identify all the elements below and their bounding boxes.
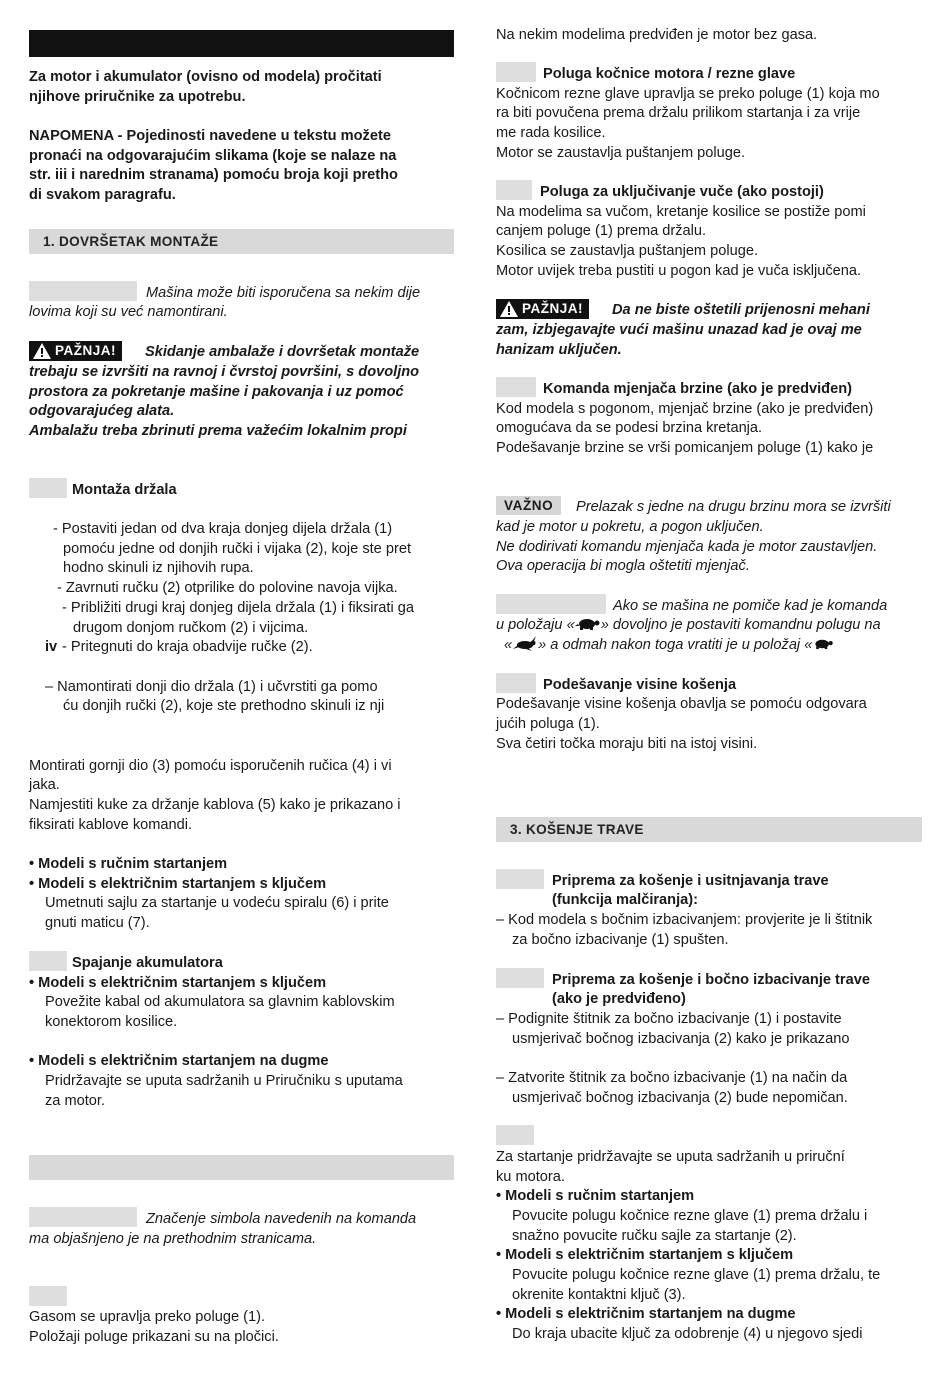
text-line: Na modelima sa vučom, kretanje kosilice se postiže pomi (496, 204, 866, 220)
turtle-icon (575, 617, 601, 631)
text-line: Mašina može biti isporučena sa nekim dije (146, 285, 421, 301)
text-line: NAPOMENA - Pojedinosti navedene u tekstu možete (29, 128, 391, 144)
text-line: jaka. (29, 777, 60, 793)
text-line: Gasom se upravlja preko poluge (1). (29, 1309, 266, 1325)
important-badge: VAŽNO (496, 496, 561, 515)
text-line: odgovarajućeg alata. (29, 403, 175, 419)
subsection-title: (ako je predviđeno) (552, 991, 686, 1007)
text-line: Sva četiri točka moraju biti na istoj visini. (496, 736, 758, 752)
placeholder-box (496, 869, 544, 889)
text-line: Ambalažu treba zbrinuti prema važećim lokalnim propi (29, 423, 407, 439)
text-line: Za motor i akumulator (ovisno od modela) pročitati (29, 69, 382, 85)
text-line: ću donjih ručki (2), koje ste prethodno skinuli iz nji (63, 698, 385, 714)
placeholder-box (29, 951, 67, 971)
text-line: Motor uvijek treba pustiti u pogon kad je vuča isključena. (496, 263, 862, 279)
warning-badge (496, 299, 589, 319)
text-fragment: « (504, 637, 513, 653)
text-line: usmjerivač bočnog izbacivanja (2) kako je prikazano (512, 1031, 850, 1047)
text-line: - Postaviti jedan od dva kraja donjeg dijela držala (1) (53, 521, 393, 537)
text-line: Umetnuti sajlu za startanje u vodeću spiralu (6) i prite (45, 895, 389, 911)
text-line: Kod modela s pogonom, mjenjač brzine (ako je predviđen) (496, 401, 874, 417)
placeholder-box (29, 281, 137, 301)
text-line: Da ne biste oštetili prijenosni mehani (612, 302, 870, 318)
placeholder-box (29, 1286, 67, 1306)
bullet-item: • Modeli s ručnim startanjem (29, 856, 228, 872)
text-line: snažno povucite ručku sajle za startanje (2). (512, 1228, 797, 1244)
placeholder-box (29, 478, 67, 498)
text-line: Na nekim modelima predviđen je motor bez gasa. (496, 27, 818, 43)
text-line: pomoću jedne od donjih ručki i vijaka (2), koje ste pret (63, 541, 411, 557)
step-label: iv (45, 639, 58, 655)
text-line: - Zavrnuti ručku (2) otprilike do polovine navoja vijka. (57, 580, 398, 596)
text-line: njihove priručnike za upotrebu. (29, 89, 246, 105)
bullet-item: • Modeli s električnim startanjem na dugme (496, 1306, 796, 1322)
warning-triangle-icon (33, 343, 51, 359)
warning-triangle-icon (500, 301, 518, 317)
text-line: okrenite kontaktni ključ (3). (512, 1287, 686, 1303)
bullet-item: • Modeli s električnim startanjem s ključem (29, 876, 327, 892)
text-line: – Podignite štitnik za bočno izbacivanje (1) i postavite (496, 1011, 842, 1027)
text-line: ra biti povučena prema držalu prilikom startanja i za vrije (496, 105, 861, 121)
text-line: – Zatvorite štitnik za bočno izbacivanje (1) na način da (496, 1070, 848, 1086)
hare-icon (512, 636, 538, 652)
text-line: prostora za pokretanje mašine i pakovanja i uz pomoć (29, 384, 404, 400)
placeholder-box (496, 1125, 534, 1145)
text-line: Kočnicom rezne glave upravlja se preko poluge (1) koja mo (496, 86, 880, 102)
placeholder-box (29, 1207, 137, 1227)
turtle-icon (812, 637, 834, 651)
text-line: Povežite kabal od akumulatora sa glavnim kablovskim (45, 994, 395, 1010)
text-line: canjem poluge (1) prema držalu. (496, 223, 707, 239)
text-line: Ne dodirivati komandu mjenjača kada je motor zaustavljen. (496, 539, 878, 555)
text-line: Prelazak s jedne na drugu brzinu mora se izvršiti (576, 499, 891, 515)
text-line: – Kod modela s bočnim izbacivanjem: provjerite je li štitnik (496, 912, 873, 928)
text-line: kad je motor u pokretu, a pogon uključen. (496, 519, 764, 535)
text-line: – Namontirati donji dio držala (1) i učvrstiti ga pomo (45, 679, 378, 695)
subsection-title: Spajanje akumulatora (72, 955, 223, 971)
text-line: Do kraja ubacite ključ za odobrenje (4) u njegovo sjedi (512, 1326, 863, 1342)
subsection-title: Poluga kočnice motora / rezne glave (543, 66, 796, 82)
warning-label: PAŽNJA! (55, 343, 117, 358)
warning-badge (29, 341, 122, 361)
placeholder-box (496, 377, 536, 397)
text-line: Položaji poluge prikazani su na pločici. (29, 1329, 279, 1345)
header-black-bar (29, 30, 454, 57)
text-line: Povucite polugu kočnice rezne glave (1) prema držalu, te (512, 1267, 881, 1283)
subsection-title: Montaža držala (72, 482, 177, 498)
text-line: lovima koji su već namontirani. (29, 304, 228, 320)
text-line: ma objašnjeno je na prethodnim stranicama. (29, 1231, 317, 1247)
text-line: fiksirati kablove komandi. (29, 817, 193, 833)
placeholder-box (496, 180, 532, 200)
section-2-bar (29, 1155, 454, 1180)
subsection-title: (funkcija malčiranja): (552, 892, 698, 908)
text-line: Podešavanje brzine se vrši pomicanjem poluge (1) kako je (496, 440, 874, 456)
text-line: Montirati gornji dio (3) pomoću isporučenih ručica (4) i vi (29, 758, 392, 774)
subsection-title: Komanda mjenjača brzine (ako je predviđen) (543, 381, 852, 397)
text-line: trebaju se izvršiti na ravnoj i čvrstoj površini, s dovoljno (29, 364, 420, 380)
placeholder-box (496, 968, 544, 988)
text-line: Namjestiti kuke za držanje kablova (5) kako je prikazano i (29, 797, 401, 813)
bullet-item: • Modeli s električnim startanjem s ključem (29, 975, 327, 991)
text-line: - Pritegnuti do kraja obadvije ručke (2). (62, 639, 313, 655)
placeholder-box (496, 594, 606, 614)
text-line: Skidanje ambalaže i dovršetak montaže (145, 344, 420, 360)
warning-label: PAŽNJA! (522, 301, 584, 316)
text-line: zam, izbjegavajte vući mašinu unazad kad je ovaj me (496, 322, 862, 338)
text-line (496, 616, 881, 635)
text-line: ku motora. (496, 1169, 565, 1185)
subsection-title: Poluga za uključivanje vuče (ako postoji) (540, 184, 824, 200)
text-line: Povucite polugu kočnice rezne glave (1) prema držalu i (512, 1208, 868, 1224)
text-line: za motor. (45, 1093, 106, 1109)
bullet-item: • Modeli s ručnim startanjem (496, 1188, 695, 1204)
text-line: Značenje simbola navedenih na komanda (146, 1211, 417, 1227)
text-line: gnuti maticu (7). (45, 915, 150, 931)
text-fragment: » a odmah nakon toga vratiti je u položaj « (538, 637, 813, 653)
text-line: Ako se mašina ne pomiče kad je komanda (613, 598, 888, 614)
bullet-item: • Modeli s električnim startanjem s ključem (496, 1247, 794, 1263)
subsection-title: Priprema za košenje i bočno izbacivanje trave (552, 972, 870, 988)
text-line: - Približiti drugi kraj donjeg dijela držala (1) i fiksirati ga (62, 600, 415, 616)
text-line: pronaći na odgovarajućim slikama (koje se nalaze na (29, 148, 397, 164)
text-line: drugom donjom ručkom (2) i vijcima. (73, 620, 309, 636)
subsection-title: Podešavanje visine košenja (543, 677, 737, 693)
text-line: za bočno izbacivanje (1) spušten. (512, 932, 729, 948)
text-line: Ova operacija bi mogla oštetiti mjenjač. (496, 558, 750, 574)
text-line: Pridržavajte se uputa sadržanih u Priručniku s uputama (45, 1073, 403, 1089)
text-line (504, 636, 834, 655)
text-fragment: u položaju « (496, 617, 575, 633)
placeholder-box (496, 673, 536, 693)
text-fragment: » dovoljno je postaviti komandnu polugu na (600, 617, 881, 633)
subsection-title: Priprema za košenje i usitnjavanja trave (552, 873, 829, 889)
text-line: Motor se zaustavlja puštanjem poluge. (496, 145, 746, 161)
text-line: hodno skinuli iz njihovih rupa. (63, 560, 254, 576)
text-line: di svakom paragrafu. (29, 187, 176, 203)
bullet-item: • Modeli s električnim startanjem na dugme (29, 1053, 329, 1069)
section-3-title: 3. KOŠENJE TRAVE (510, 822, 644, 837)
text-line: jućih poluga (1). (496, 716, 600, 732)
text-line: me rada kosilice. (496, 125, 606, 141)
text-line: usmjerivač bočnog izbacivanja (2) bude nepomičan. (512, 1090, 848, 1106)
text-line: Za startanje pridržavajte se uputa sadržanih u priruční (496, 1149, 845, 1165)
placeholder-box (496, 62, 536, 82)
text-line: omogućava da se podesi brzina kretanja. (496, 420, 763, 436)
text-line: str. iii i narednim stranama) pomoću broja koji pretho (29, 167, 398, 183)
text-line: Kosilica se zaustavlja puštanjem poluge. (496, 243, 759, 259)
text-line: hanizam uključen. (496, 342, 622, 358)
section-1-title: 1. DOVRŠETAK MONTAŽE (43, 234, 219, 249)
text-line: konektorom kosilice. (45, 1014, 178, 1030)
text-line: Podešavanje visine košenja obavlja se pomoću odgovara (496, 696, 867, 712)
